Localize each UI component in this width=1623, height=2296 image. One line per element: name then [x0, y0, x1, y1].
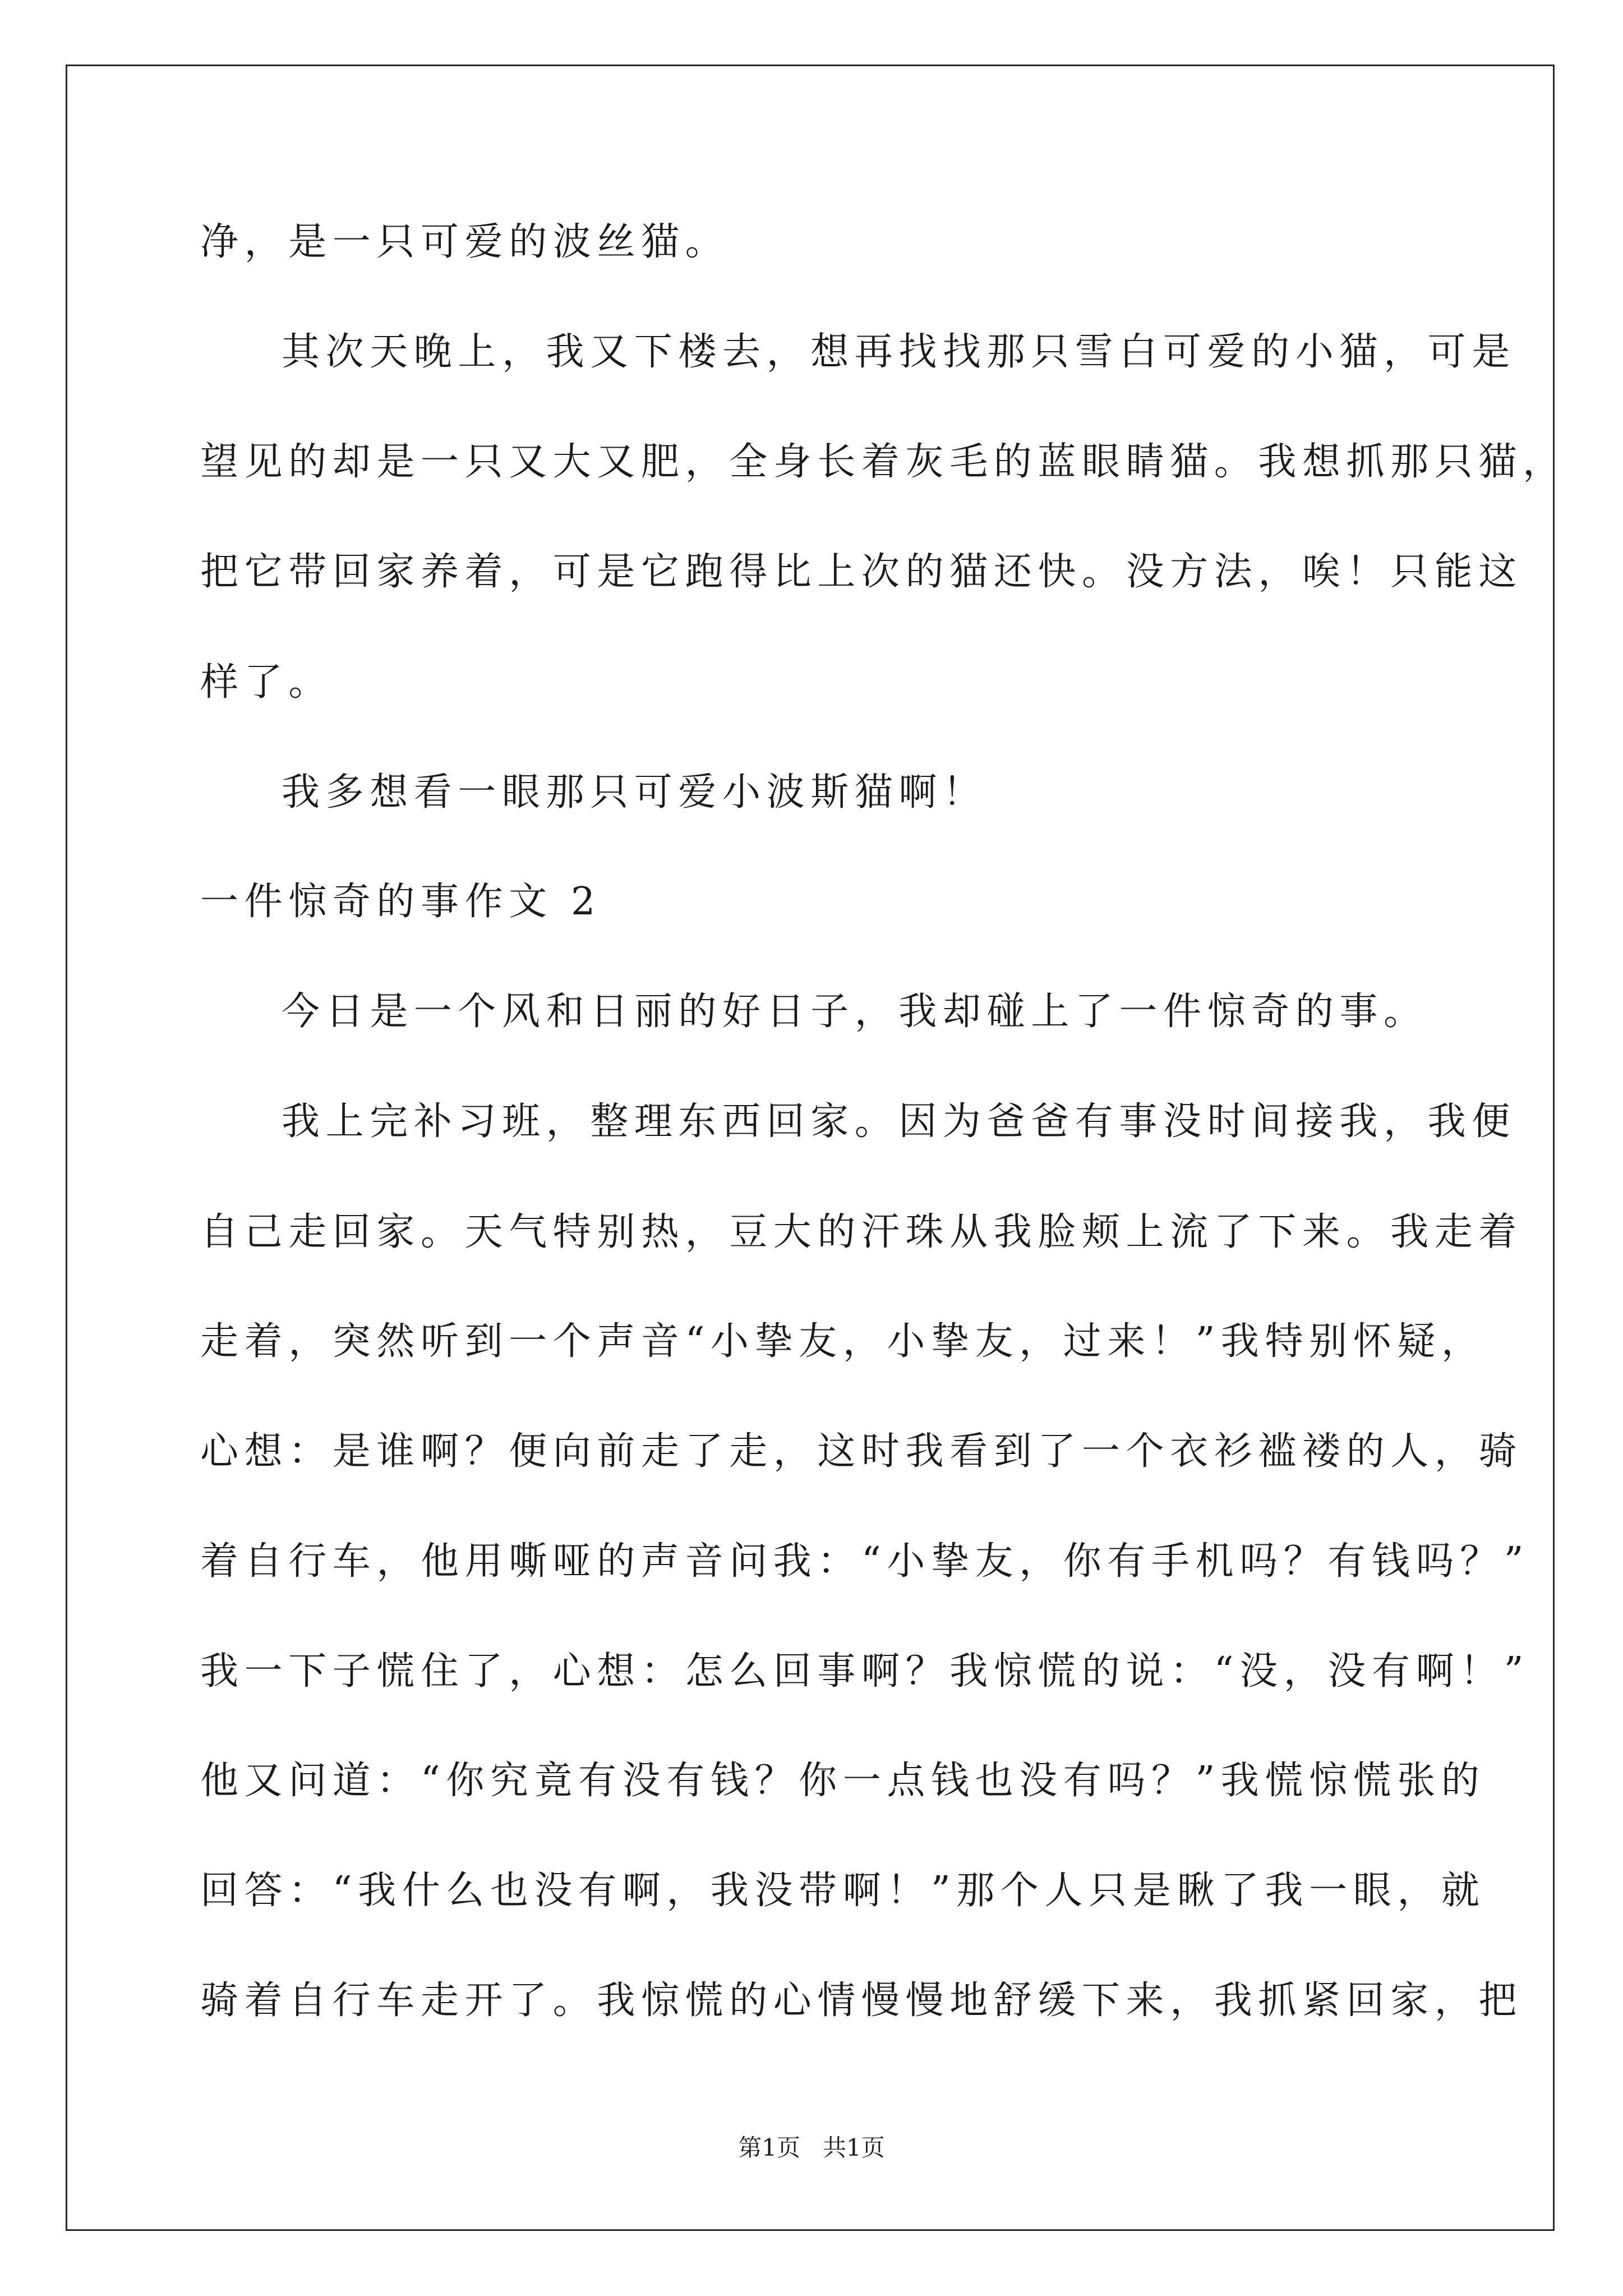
text-line: 望见的却是一只又大又肥，全身长着灰毛的蓝眼睛猫。我想抓那只猫， [200, 440, 1567, 484]
text-line: 自己走回家。天气特别热，豆大的汗珠从我脸颊上流了下来。我走着 [200, 1210, 1523, 1254]
text-line: 我一下子慌住了，心想：怎么回事啊？我惊慌的说：“没，没有啊！” [200, 1649, 1530, 1694]
text-line: 着自行车，他用嘶哑的声音问我：“小挚友，你有手机吗？有钱吗？” [200, 1539, 1530, 1584]
text-line: 把它带回家养着，可是它跑得比上次的猫还快。没方法，唉！只能这 [200, 550, 1523, 594]
text-line: 净，是一只可爱的波丝猫。 [200, 220, 730, 264]
text-line: 今日是一个风和日丽的好日子，我却碰上了一件惊奇的事。 [282, 990, 1428, 1034]
text-line: 走着，突然听到一个声音“小挚友，小挚友，过来！”我特别怀疑， [200, 1319, 1486, 1364]
text-line: 其次天晚上，我又下楼去，想再找找那只雪白可爱的小猫，可是 [282, 330, 1516, 374]
text-line: 骑着自行车走开了。我惊慌的心情慢慢地舒缓下来，我抓紧回家，把 [200, 1978, 1523, 2023]
text-line: 样了。 [200, 660, 333, 705]
text-line: 回答：“我什么也没有啊，我没带啊！”那个人只是瞅了我一眼，就 [200, 1869, 1486, 1913]
section-heading: 一件惊奇的事作文 2 [200, 880, 601, 924]
text-line: 心想：是谁啊？便向前走了走，这时我看到了一个衣衫褴褛的人，骑 [200, 1429, 1523, 1474]
page-footer: 第1页 共1页 [738, 2134, 885, 2161]
text-line: 他又问道：“你究竟有没有钱？你一点钱也没有吗？”我慌惊慌张的 [200, 1759, 1486, 1803]
text-line: 我上完补习班，整理东西回家。因为爸爸有事没时间接我，我便 [282, 1099, 1516, 1144]
text-line: 我多想看一眼那只可爱小波斯猫啊！ [282, 770, 987, 815]
